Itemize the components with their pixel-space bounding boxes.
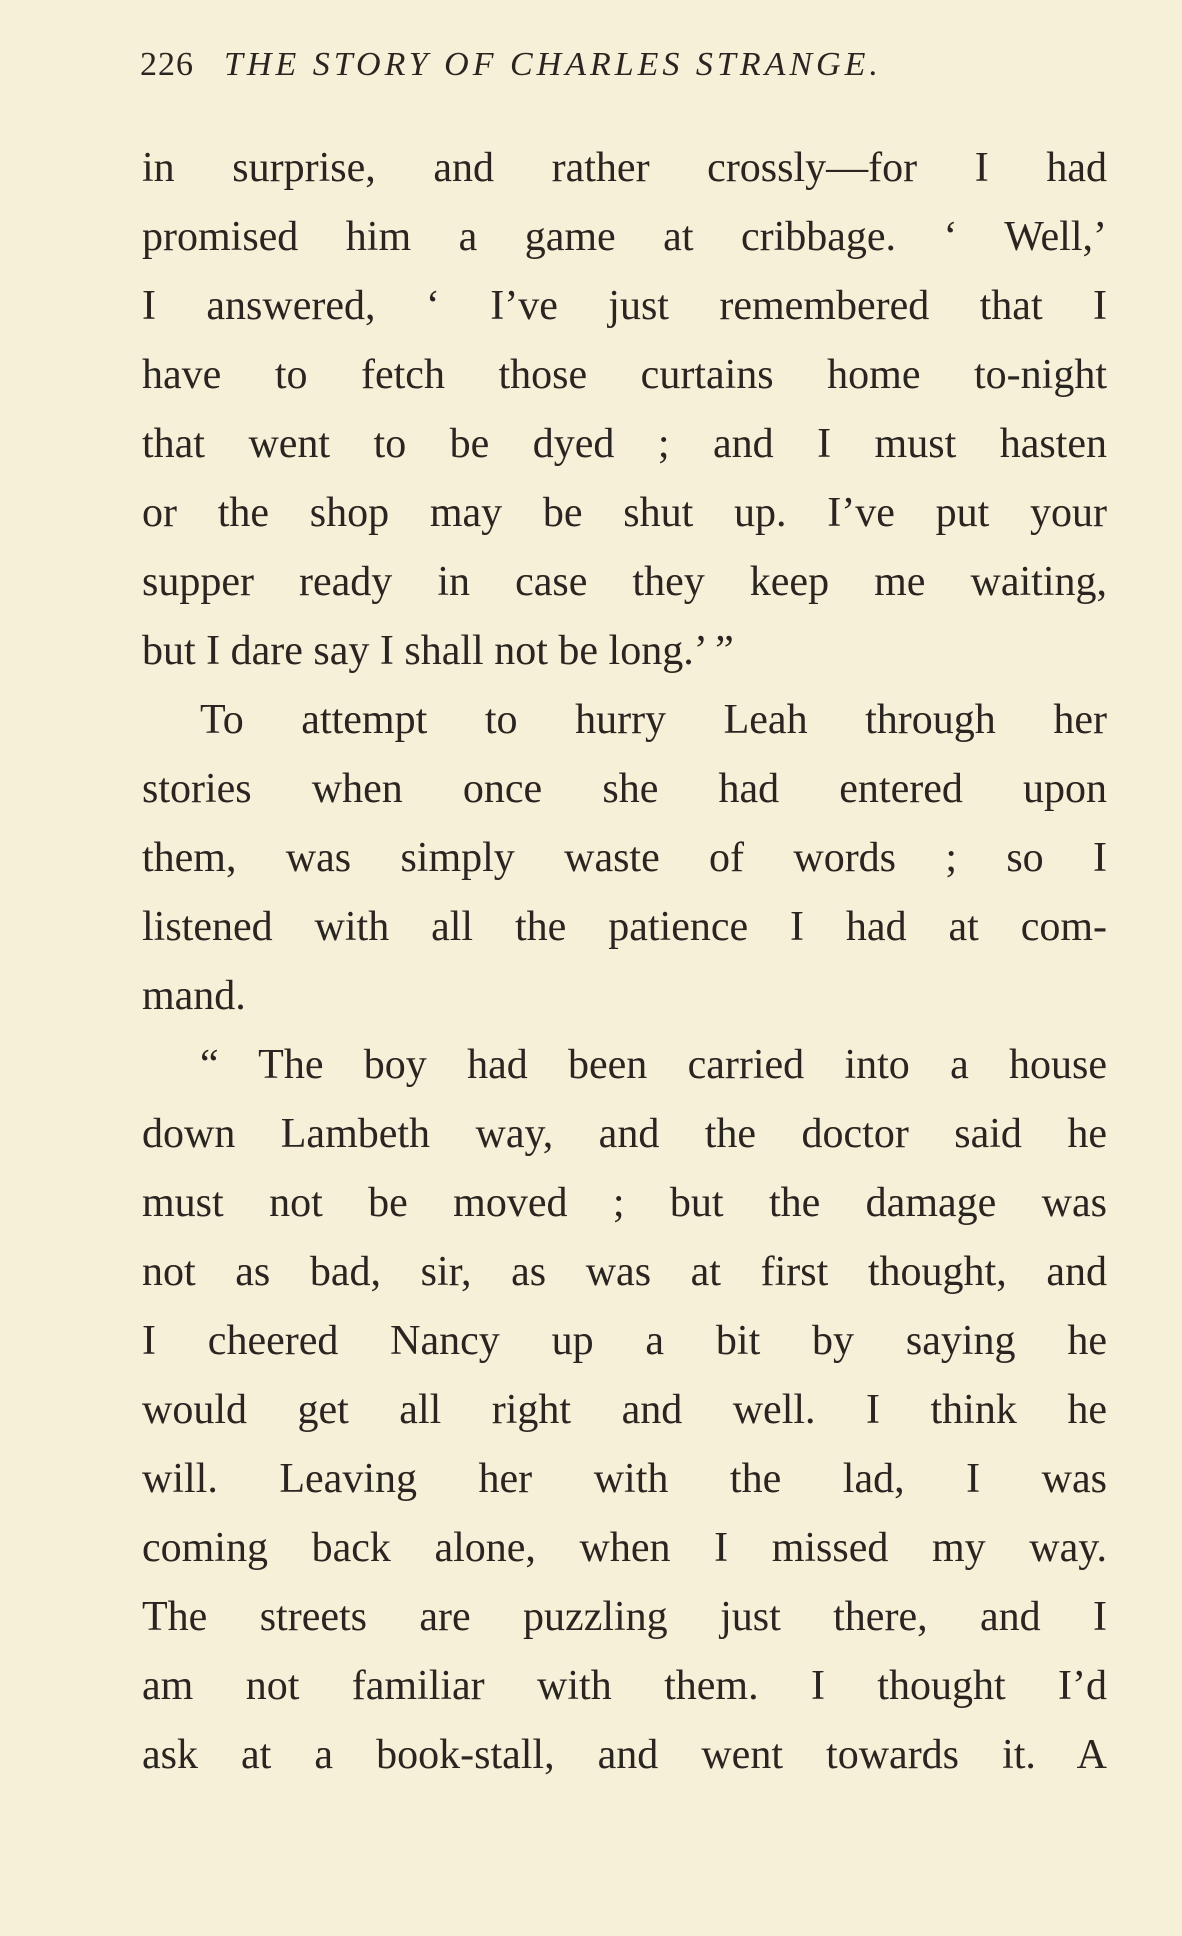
paragraph-start-line: “ The boy had been carried into a house	[200, 1042, 1107, 1088]
page-number: 226	[140, 46, 194, 83]
text-line: am not familiar with them. I thought I’d	[142, 1663, 1107, 1709]
running-title: THE STORY OF CHARLES STRANGE.	[224, 46, 882, 83]
text-line: I answered, ‘ I’ve just remembered that I	[142, 283, 1107, 329]
text-line: I cheered Nancy up a bit by saying he	[142, 1318, 1107, 1364]
text-line: coming back alone, when I missed my way.	[142, 1525, 1107, 1571]
text-line: them, was simply waste of words ; so I	[142, 835, 1107, 881]
paragraph-end-line: but I dare say I shall not be long.’ ”	[142, 628, 734, 674]
text-line: ask at a book-stall, and went towards it. A	[142, 1732, 1107, 1778]
paragraph-end-line: mand.	[142, 973, 246, 1019]
text-line: supper ready in case they keep me waiting,	[142, 559, 1107, 605]
text-line: not as bad, sir, as was at first thought, and	[142, 1249, 1107, 1295]
paragraph-start-line: To attempt to hurry Leah through her	[200, 697, 1107, 743]
running-head	[140, 46, 1040, 96]
text-line: that went to be dyed ; and I must hasten	[142, 421, 1107, 467]
text-line: promised him a game at cribbage. ‘ Well,’	[142, 214, 1107, 260]
text-line: down Lambeth way, and the doctor said he	[142, 1111, 1107, 1157]
text-line: stories when once she had entered upon	[142, 766, 1107, 812]
text-line: would get all right and well. I think he	[142, 1387, 1107, 1433]
text-line: or the shop may be shut up. I’ve put your	[142, 490, 1107, 536]
text-line: must not be moved ; but the damage was	[142, 1180, 1107, 1226]
text-line: in surprise, and rather crossly—for I had	[142, 145, 1107, 191]
text-line: The streets are puzzling just there, and I	[142, 1594, 1107, 1640]
body-text	[142, 134, 1107, 1790]
text-line: have to fetch those curtains home to-night	[142, 352, 1107, 398]
text-line: listened with all the patience I had at com-	[142, 904, 1107, 950]
text-line: will. Leaving her with the lad, I was	[142, 1456, 1107, 1502]
